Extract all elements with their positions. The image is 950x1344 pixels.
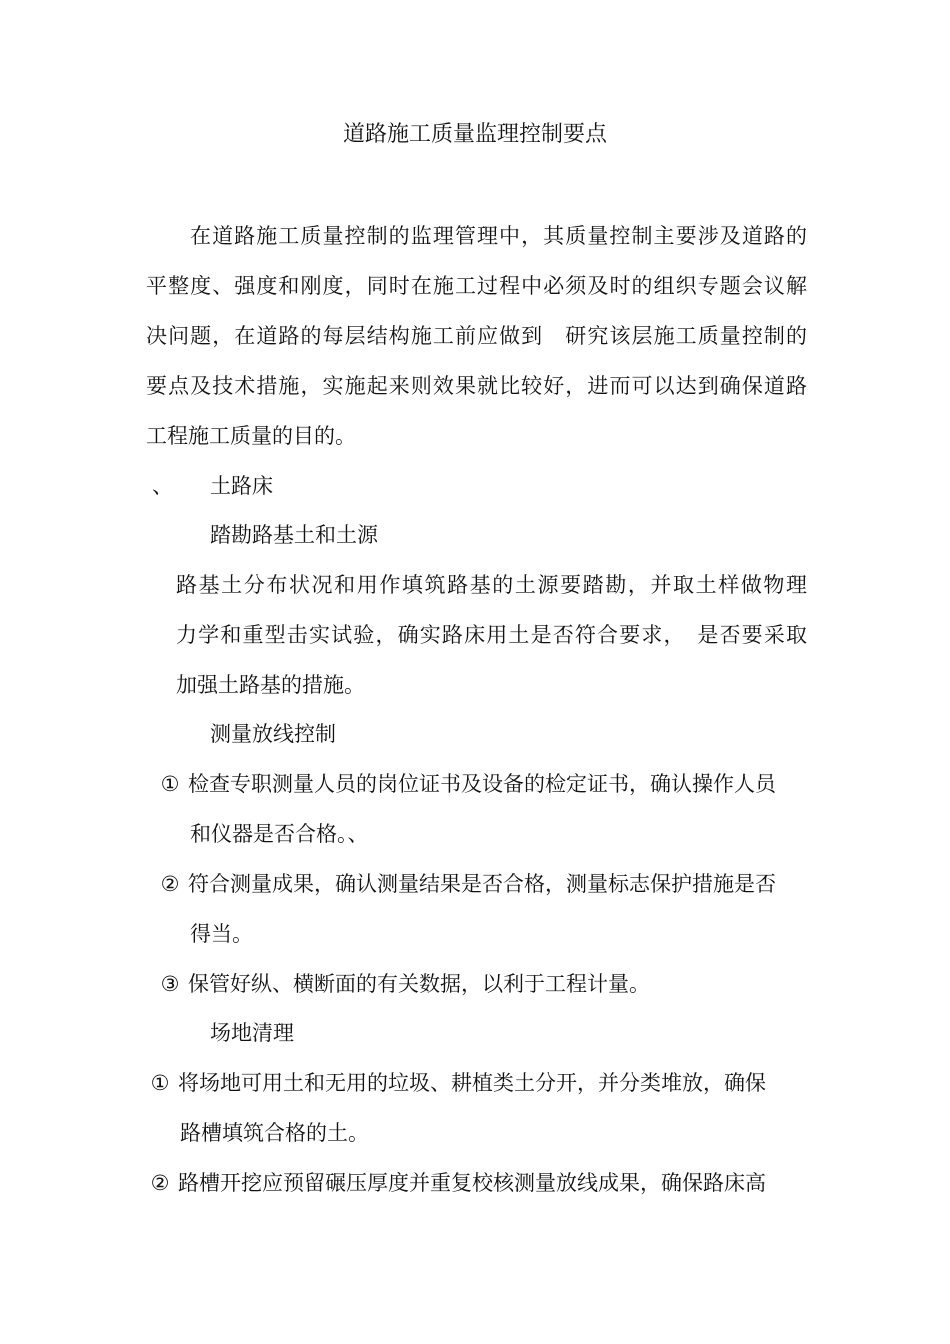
item-continuation: 和仪器是否合格。、	[190, 822, 369, 846]
list-item	[158, 971, 650, 997]
subsection-heading-site-clearing: 场地清理	[210, 1021, 294, 1045]
item-text: 检查专职测量人员的岗位证书及设备的检定证书，确认操作人员	[188, 772, 776, 796]
item-continuation: 得当。	[190, 922, 253, 946]
section-heading: 土路床	[210, 474, 273, 498]
intro-line-2: 平整度、强度和刚度，同时在施工过程中必须及时的组织专题会议解	[146, 274, 807, 298]
item-text: 路槽开挖应预留碾压厚度并重复校核测量放线成果，确保路床高	[178, 1171, 766, 1195]
list-item	[158, 871, 776, 897]
intro-line-3: 决问题，在道路的每层结构施工前应做到 研究该层施工质量控制的	[146, 324, 807, 348]
item-number: ③	[160, 972, 180, 996]
list-item	[158, 771, 776, 797]
section-marker: 、	[152, 474, 173, 498]
item-number: ②	[150, 1171, 170, 1195]
list-item	[148, 1070, 766, 1096]
subsection-heading-survey: 踏勘路基土和土源	[210, 523, 378, 547]
item-number: ①	[160, 772, 180, 796]
intro-line-4: 要点及技术措施，实施起来则效果就比较好，进而可以达到确保道路	[146, 374, 807, 398]
subsection-heading-measurement: 测量放线控制	[210, 722, 336, 746]
survey-text-line-1: 路基土分布状况和用作填筑路基的土源要踏勘，并取土样做物理	[176, 573, 807, 597]
item-number: ②	[160, 872, 180, 896]
survey-text-line-3: 加强土路基的措施。	[176, 673, 365, 697]
item-text: 符合测量成果，确认测量结果是否合格，测量标志保护措施是否	[188, 872, 776, 896]
item-number: ①	[150, 1071, 170, 1095]
survey-text-line-2: 力学和重型击实试验，确实路床用土是否符合要求， 是否要采取	[176, 623, 807, 647]
intro-line-5: 工程施工质量的目的。	[146, 424, 356, 448]
page-title: 道路施工质量监理控制要点	[342, 122, 607, 147]
intro-line-1: 在道路施工质量控制的监理管理中，其质量控制主要涉及道路的	[190, 224, 807, 248]
list-item	[148, 1170, 766, 1196]
item-text: 保管好纵、横断面的有关数据，以利于工程计量。	[188, 972, 650, 996]
item-continuation: 路槽填筑合格的土。	[180, 1121, 369, 1145]
item-text: 将场地可用土和无用的垃圾、耕植类土分开，并分类堆放，确保	[178, 1071, 766, 1095]
